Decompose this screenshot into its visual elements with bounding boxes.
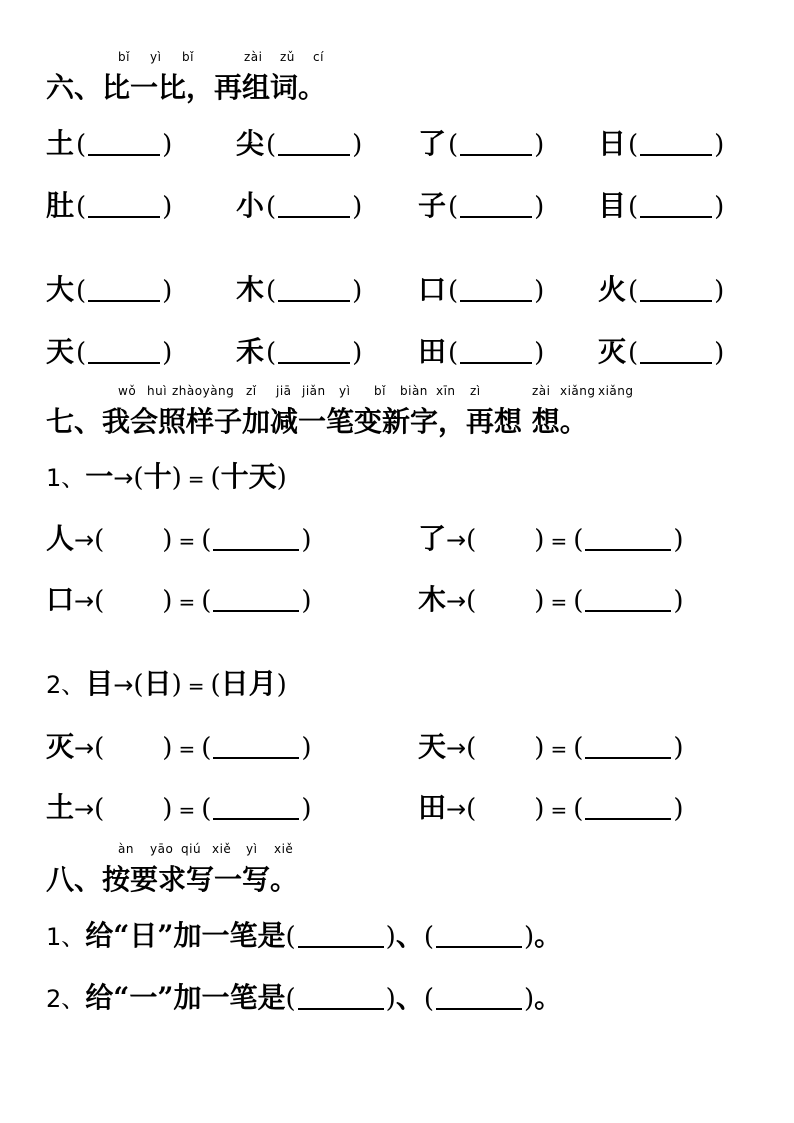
pinyin: zì (470, 384, 481, 398)
example-char: 目 (85, 667, 114, 700)
right-paren: ) (385, 922, 396, 952)
answer-blank[interactable] (640, 136, 712, 156)
example-answer: 十 (143, 460, 172, 493)
stroke-change-item (46, 725, 312, 765)
answer-blank[interactable] (436, 928, 522, 948)
right-paren: ) (162, 794, 173, 824)
example-word: 日月 (220, 667, 277, 700)
left-paren: ( (423, 922, 434, 952)
right-paren: ) (162, 338, 173, 368)
character: 火 (598, 273, 627, 306)
word-item (418, 184, 544, 224)
character: 肚 (46, 189, 75, 222)
item-number: 1、 (46, 464, 86, 492)
word-item (598, 184, 724, 224)
left-paren: ( (448, 276, 459, 306)
left-paren: ( (573, 794, 584, 824)
pinyin: jiǎn (302, 384, 326, 398)
period: 。 (534, 919, 563, 952)
left-paren: ( (266, 192, 277, 222)
arrow: → (74, 526, 95, 554)
pinyin: jiā (276, 384, 292, 398)
arrow: → (446, 734, 467, 762)
word-blank[interactable] (213, 531, 299, 551)
pinyin: huì (147, 384, 168, 398)
left-paren: ( (285, 922, 296, 952)
word-row (46, 330, 756, 370)
arrow: → (74, 734, 95, 762)
right-paren: ) (523, 984, 535, 1014)
item-text: 给“一”加一笔是 (85, 981, 286, 1014)
character: 灭 (598, 335, 627, 368)
pinyin: zài (244, 50, 263, 64)
word-item (418, 330, 544, 370)
pinyin: xiǎng (560, 384, 596, 398)
equals-sign: = (178, 737, 196, 761)
right-paren: ) (534, 525, 545, 555)
answer-blank[interactable] (88, 344, 160, 364)
word-item (46, 268, 172, 308)
left-paren: ( (285, 984, 296, 1014)
right-paren: ) (714, 130, 725, 160)
left-paren: ( (201, 586, 212, 616)
right-paren: ) (301, 586, 312, 616)
pinyin: xiě (212, 842, 232, 856)
left-paren: ( (76, 130, 87, 160)
left-paren: ( (448, 192, 459, 222)
word-item (598, 330, 724, 370)
answer-blank[interactable] (640, 344, 712, 364)
word-item (418, 122, 544, 162)
answer-blank[interactable] (278, 198, 350, 218)
right-paren: ) (673, 525, 684, 555)
stroke-change-item (418, 517, 684, 557)
pinyin: xiě (274, 842, 294, 856)
stroke-change-row (46, 578, 756, 618)
character: 尖 (236, 127, 265, 160)
word-blank[interactable] (213, 592, 299, 612)
right-paren: ) (534, 733, 545, 763)
answer-blank[interactable] (460, 198, 532, 218)
right-paren: ) (162, 586, 173, 616)
section7-title: 七、我会照样子加减一笔变新字，再想 想。 (46, 405, 588, 438)
character: 日 (598, 127, 627, 160)
right-paren: ) (534, 192, 545, 222)
answer-blank[interactable] (436, 990, 522, 1010)
word-item (46, 184, 172, 224)
answer-blank[interactable] (88, 282, 160, 302)
pinyin: bǐ (182, 50, 194, 64)
equals-sign: = (550, 529, 568, 553)
right-paren: ) (714, 338, 725, 368)
answer-blank[interactable] (88, 136, 160, 156)
character: 目 (598, 189, 627, 222)
answer-blank[interactable] (278, 136, 350, 156)
right-paren: ) (673, 733, 684, 763)
character: 田 (418, 335, 447, 368)
word-blank[interactable] (213, 800, 299, 820)
section6-title: 六、比一比，再组词。 (46, 71, 327, 104)
equals-sign: = (178, 798, 196, 822)
right-paren: ) (673, 586, 684, 616)
left-paren: ( (76, 192, 87, 222)
left-paren: ( (94, 586, 105, 616)
answer-blank[interactable] (460, 282, 532, 302)
pinyin: xiǎng (598, 384, 634, 398)
character: 了 (418, 522, 447, 555)
pinyin: yāo (150, 842, 174, 856)
character: 木 (418, 583, 447, 616)
answer-blank[interactable] (88, 198, 160, 218)
character: 口 (46, 583, 75, 616)
left-paren: ( (201, 794, 212, 824)
character: 禾 (236, 335, 265, 368)
word-item (236, 330, 362, 370)
character: 土 (46, 127, 75, 160)
right-paren: ) (714, 192, 725, 222)
pinyin: àn (118, 842, 134, 856)
pinyin: wǒ (118, 384, 137, 398)
add-stroke-item (46, 914, 756, 954)
word-item (598, 268, 724, 308)
word-blank[interactable] (585, 592, 671, 612)
right-paren: ) (162, 192, 173, 222)
left-paren: ( (94, 733, 105, 763)
pinyin: zǔ (280, 50, 295, 64)
word-row (46, 122, 756, 162)
section8-title: 八、按要求写一写。 (46, 863, 299, 896)
right-paren: ) (301, 794, 312, 824)
stroke-change-item (46, 786, 312, 826)
word-blank[interactable] (585, 531, 671, 551)
character: 大 (46, 273, 75, 306)
answer-blank[interactable] (298, 990, 384, 1010)
character: 灭 (46, 730, 75, 763)
character: 口 (418, 273, 447, 306)
example-row-1: 1、一→(十) = (十天) (46, 460, 287, 493)
left-paren: ( (466, 586, 477, 616)
right-paren: ) (385, 984, 396, 1014)
word-blank[interactable] (585, 800, 671, 820)
word-blank[interactable] (213, 739, 299, 759)
equals-sign: = (550, 590, 568, 614)
left-paren: ( (466, 733, 477, 763)
separator: 、 (395, 919, 424, 952)
left-paren: ( (448, 130, 459, 160)
pinyin: cí (313, 50, 324, 64)
pinyin: yì (339, 384, 351, 398)
pinyin: bǐ (374, 384, 386, 398)
item-number: 2、 (46, 671, 86, 699)
left-paren: ( (201, 733, 212, 763)
example-char: 一 (85, 460, 114, 493)
right-paren: ) (673, 794, 684, 824)
word-item (46, 122, 172, 162)
right-paren: ) (534, 794, 545, 824)
equals-sign: = (178, 590, 196, 614)
arrow: → (74, 795, 95, 823)
answer-blank[interactable] (460, 136, 532, 156)
word-item (236, 268, 362, 308)
right-paren: ) (301, 733, 312, 763)
arrow: → (446, 587, 467, 615)
right-paren: ) (534, 586, 545, 616)
right-paren: ) (352, 338, 363, 368)
character: 了 (418, 127, 447, 160)
character: 人 (46, 522, 75, 555)
item-number: 2、 (46, 985, 86, 1013)
character: 天 (418, 730, 447, 763)
stroke-change-item (46, 517, 312, 557)
stroke-change-item (418, 786, 684, 826)
stroke-change-item (46, 578, 312, 618)
character: 天 (46, 335, 75, 368)
right-paren: ) (352, 192, 363, 222)
left-paren: ( (94, 525, 105, 555)
left-paren: ( (266, 338, 277, 368)
left-paren: ( (423, 984, 434, 1014)
left-paren: ( (628, 192, 639, 222)
right-paren: ) (523, 922, 535, 952)
left-paren: ( (201, 525, 212, 555)
item-text: 给“日”加一笔是 (85, 919, 286, 952)
pinyin: zài (532, 384, 551, 398)
left-paren: ( (266, 276, 277, 306)
word-row (46, 184, 756, 224)
right-paren: ) (534, 130, 545, 160)
word-item (598, 122, 724, 162)
answer-blank[interactable] (298, 928, 384, 948)
separator: 、 (395, 981, 424, 1014)
stroke-change-item (418, 578, 684, 618)
right-paren: ) (534, 276, 545, 306)
pinyin: xīn (436, 384, 456, 398)
period: 。 (534, 981, 563, 1014)
word-item (46, 330, 172, 370)
right-paren: ) (162, 130, 173, 160)
pinyin: yì (246, 842, 258, 856)
left-paren: ( (573, 586, 584, 616)
add-stroke-item (46, 976, 756, 1016)
right-paren: ) (352, 276, 363, 306)
answer-blank[interactable] (640, 282, 712, 302)
right-paren: ) (162, 525, 173, 555)
character: 木 (236, 273, 265, 306)
arrow: → (74, 587, 95, 615)
equals-sign: = (550, 737, 568, 761)
item-number: 1、 (46, 923, 86, 951)
character: 子 (418, 189, 447, 222)
answer-blank[interactable] (640, 198, 712, 218)
right-paren: ) (301, 525, 312, 555)
word-row (46, 268, 756, 308)
left-paren: ( (466, 794, 477, 824)
example-answer: 日 (143, 667, 172, 700)
pinyin: bǐ (118, 50, 130, 64)
left-paren: ( (466, 525, 477, 555)
stroke-change-row (46, 786, 756, 826)
word-item (236, 122, 362, 162)
right-paren: ) (162, 733, 173, 763)
arrow: → (446, 526, 467, 554)
pinyin: biàn (400, 384, 428, 398)
pinyin: zǐ (246, 384, 257, 398)
example-row-2: 2、目→(日) = (日月) (46, 667, 287, 700)
left-paren: ( (628, 276, 639, 306)
right-paren: ) (352, 130, 363, 160)
left-paren: ( (573, 525, 584, 555)
equals-sign: = (178, 529, 196, 553)
left-paren: ( (628, 130, 639, 160)
left-paren: ( (628, 338, 639, 368)
left-paren: ( (76, 338, 87, 368)
answer-blank[interactable] (278, 344, 350, 364)
arrow: → (446, 795, 467, 823)
word-item (418, 268, 544, 308)
pinyin: zhàoyàng (172, 384, 235, 398)
character: 土 (46, 791, 75, 824)
right-paren: ) (714, 276, 725, 306)
left-paren: ( (448, 338, 459, 368)
left-paren: ( (94, 794, 105, 824)
stroke-change-row (46, 517, 756, 557)
left-paren: ( (76, 276, 87, 306)
left-paren: ( (573, 733, 584, 763)
left-paren: ( (266, 130, 277, 160)
pinyin: qiú (181, 842, 202, 856)
stroke-change-item (418, 725, 684, 765)
character: 田 (418, 791, 447, 824)
right-paren: ) (162, 276, 173, 306)
answer-blank[interactable] (460, 344, 532, 364)
right-paren: ) (534, 338, 545, 368)
stroke-change-row (46, 725, 756, 765)
word-item (236, 184, 362, 224)
word-blank[interactable] (585, 739, 671, 759)
pinyin: yì (150, 50, 162, 64)
character: 小 (236, 189, 265, 222)
answer-blank[interactable] (278, 282, 350, 302)
equals-sign: = (550, 798, 568, 822)
example-word: 十天 (220, 460, 277, 493)
